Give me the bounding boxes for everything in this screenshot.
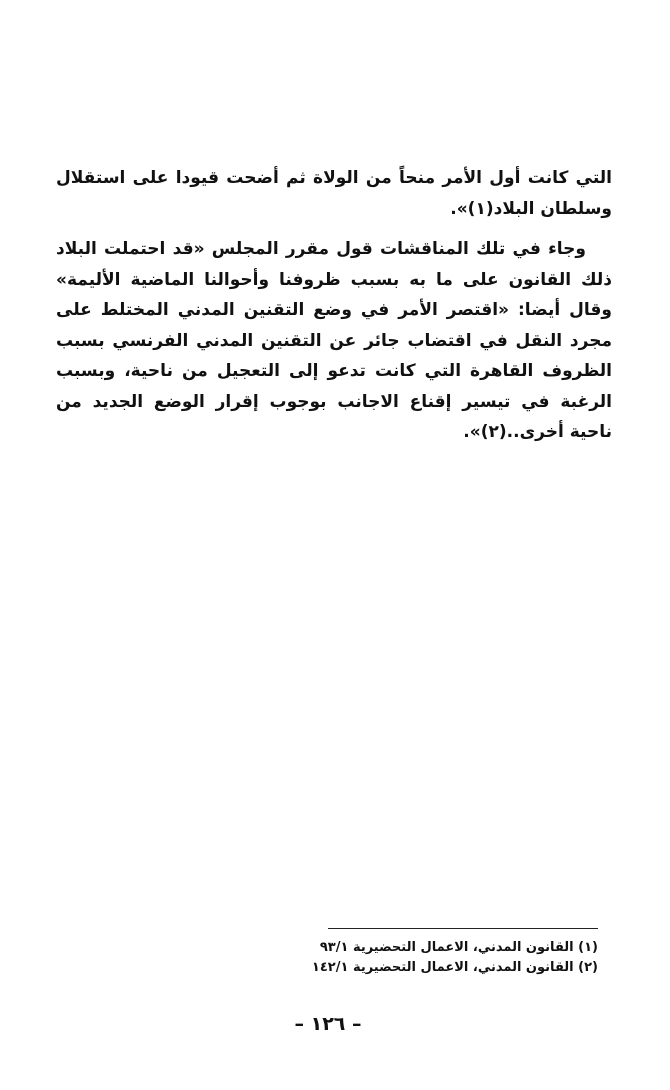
paragraph-debate-quote: وجاء في تلك المناقشات قول مقرر المجلس «قد احتملت البلاد ذلك القانون على ما به بسبب ظروفنا وأحوالنا الماضية الأليمة» وقال أيضا: «اقتصر الأمر في وضع التقنين المدني المختلط على مجرد النقل في اقتضاب جائر عن التقنين المدني الفرنسي بسبب الظروف القاهرة التي كانت تدعو إلى التعجيل من ناحية، وبسبب الرغبة في تيسير إقناع الاجانب بوجوب إقرار الوضع الجديد من ناحية أخرى..(٢)».	[56, 239, 612, 442]
paragraph-continuation: التي كانت أول الأمر منحاً من الولاة ثم أضحت قيودا على استقلال وسلطان البلاد(١)».	[56, 168, 612, 219]
footnote-divider	[328, 928, 598, 929]
page-number: – ١٢٦ –	[294, 1013, 362, 1035]
footnote-1: (١) القانون المدني، الاعمال التحضيرية ٩٣/١	[319, 940, 598, 955]
footnotes	[200, 938, 598, 978]
body-text	[56, 163, 612, 448]
footnote-2: (٢) القانون المدني، الاعمال التحضيرية ١٤٢/١	[311, 960, 598, 975]
